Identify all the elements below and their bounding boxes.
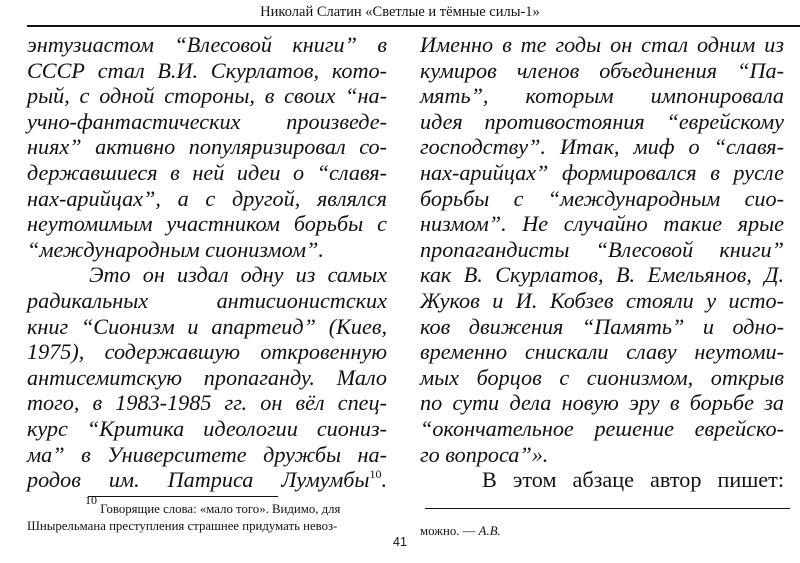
text-line: Это он издал одну из самых [89, 262, 387, 288]
text-line: рый, с одной стороны, в своих “на- [27, 83, 387, 109]
text-line: неутомимым участником борьбы с [27, 211, 387, 237]
text-line: державшиеся в ней идеи о “славя- [27, 159, 387, 185]
text-line: временно снискали славу неутоми- [420, 339, 784, 365]
text-line: “международным сионизмом”. [27, 236, 324, 262]
page-number: 41 [393, 535, 407, 549]
footnote-text: можно. — [420, 524, 479, 538]
text-line: радикальных антисионистских [27, 287, 387, 313]
text-line: курс “Критика идеологии сиониз- [27, 415, 387, 441]
text-line: нах-арийцах”, а с другой, являлся [27, 185, 387, 211]
text-line: мых борцов с сионизмом, открыв [420, 364, 784, 390]
header-rule [27, 25, 800, 27]
text-line: “окончательное решение еврейско- [420, 415, 784, 441]
left-column [27, 32, 387, 493]
text-line: 1975), содержавшую откровенную [27, 339, 387, 365]
footnote-number: 10 [85, 493, 97, 507]
text-line: по сути дела новую эру в борьбе за [420, 390, 784, 416]
text-line: низмом”. Не случайно такие ярые [420, 211, 784, 237]
footnote-line: Шнырельмана преступления страшнее придумать невоз- [27, 519, 338, 533]
text-line: ма” в Университете дружбы на- [27, 441, 387, 467]
text-line: мять”, которым импонировала [420, 83, 784, 109]
footnote-line [27, 493, 387, 518]
text-line: ков движения “Память” и одно- [420, 313, 784, 339]
footnote-rule [88, 496, 278, 497]
text-line: книг “Сионизм и апартеид” (Киев, [27, 313, 387, 339]
text-line: В этом абзаце автор пишет: [482, 467, 784, 493]
text-line: го вопроса”». [420, 441, 549, 467]
text-fragment: . [381, 467, 387, 493]
text-line: идея противостояния “еврейскому [420, 108, 784, 134]
text-line: борьбы с “международным сио- [420, 185, 784, 211]
text-line: Именно в те годы он стал одним из [420, 32, 784, 57]
text-fragment: родов им. Патриса Лумумбы [27, 467, 370, 493]
text-line: того, в 1983-1985 гг. он вёл спец- [27, 390, 387, 416]
text-line: пропагандисты “Влесовой книги” [420, 236, 784, 262]
footnote-initials: А.В. [478, 524, 501, 538]
text-line: нах-арийцах” формировался в русле [420, 159, 784, 185]
text-line: как В. Скурлатов, В. Емельянов, Д. [420, 262, 784, 288]
text-line: антисемитскую пропаганду. Мало [27, 364, 387, 390]
right-column [420, 32, 784, 493]
text-line: СССР стал В.И. Скурлатов, кото- [27, 57, 387, 83]
footnote-ref: 10 [369, 467, 382, 482]
text-line: господству”. Итак, миф о “славя- [420, 134, 784, 160]
footnote-text: Говорящие слова: «мало того». Видимо, для [100, 502, 341, 516]
text-line: ниях” активно популяризировал со- [27, 134, 387, 160]
text-line: энтузиастом “Влесовой книги” в [27, 32, 387, 57]
running-header: Николай Слатин «Светлые и тёмные силы-1» [260, 4, 540, 20]
text-line: Жуков и И. Кобзев стояли у исто- [420, 287, 784, 313]
text-line: учно-фантастических произведе- [27, 108, 387, 134]
text-line: кумиров членов объединения “Па- [420, 57, 784, 83]
footnote [27, 493, 387, 535]
text-line [27, 467, 387, 493]
footnote-rule [425, 508, 790, 509]
